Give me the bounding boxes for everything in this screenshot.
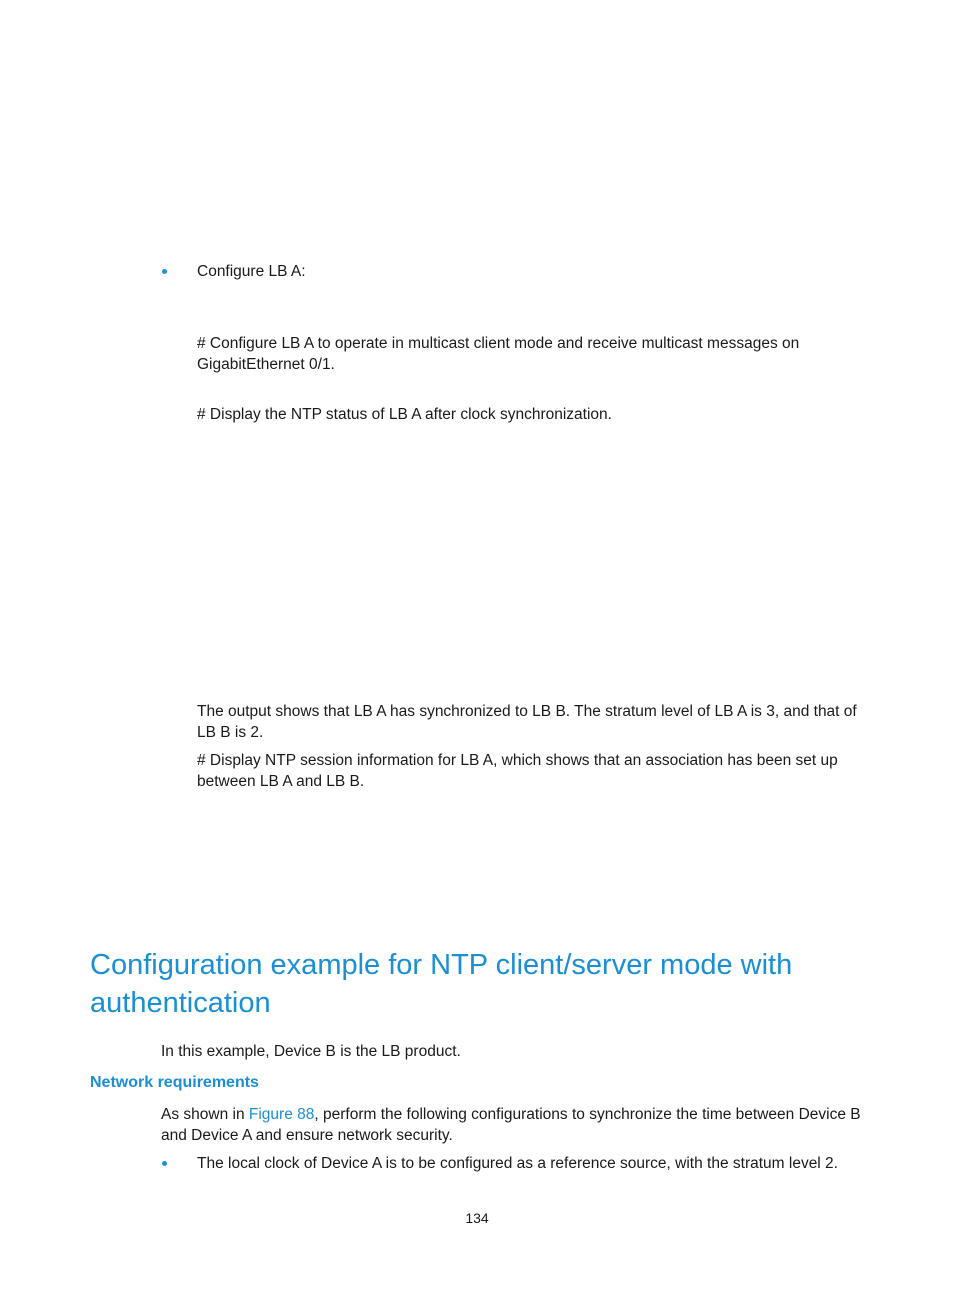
intro-text: In this example, Device B is the LB product.	[161, 1043, 461, 1060]
paragraph-output-explanation: The output shows that LB A has synchronized to LB B. The stratum level of LB A is 3, and that of LB B is 2.	[197, 703, 857, 741]
paragraph-configure-multicast: # Configure LB A to operate in multicast client mode and receive multicast messages on GigabitEthernet 0/1.	[197, 335, 800, 373]
page-number: 134	[465, 1210, 489, 1226]
network-requirements-heading: Network requirements	[90, 1074, 259, 1091]
requirements-paragraph	[161, 1104, 869, 1146]
bullet-dot	[162, 1161, 167, 1166]
requirements-suffix: , perform the following configurations to synchronize the time between Device B and Device A and ensure network security.	[161, 1106, 861, 1144]
bullet-configure-lb-a: Configure LB A:	[197, 263, 306, 280]
section-heading: Configuration example for NTP client/server mode with authentication	[90, 949, 793, 1019]
figure-88-link[interactable]: Figure 88	[248, 1106, 315, 1123]
paragraph-display-session: # Display NTP session information for LB A, which shows that an association has been set up between LB A and LB B.	[197, 752, 838, 790]
bullet-local-clock: The local clock of Device A is to be configured as a reference source, with the stratum level 2.	[197, 1155, 838, 1172]
bullet-dot	[162, 269, 167, 274]
requirements-prefix: As shown in	[161, 1106, 249, 1123]
paragraph-display-status: # Display the NTP status of LB A after clock synchronization.	[197, 406, 612, 423]
